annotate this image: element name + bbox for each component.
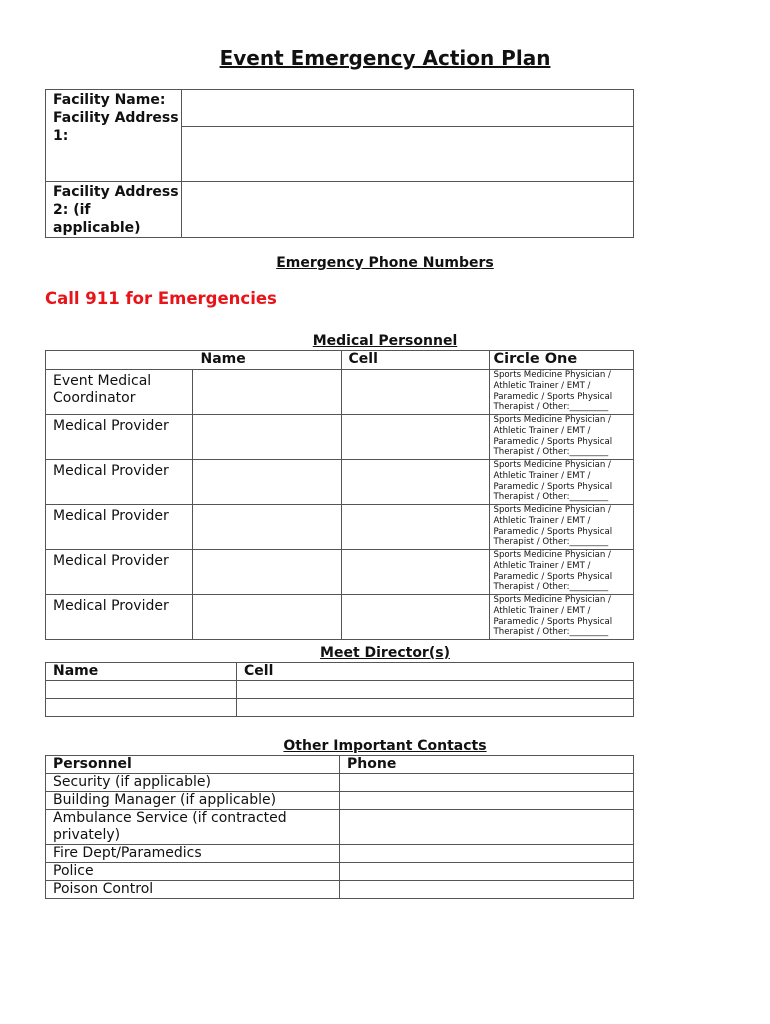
- medical-cell-field[interactable]: [341, 415, 489, 460]
- medical-row: [46, 415, 634, 460]
- meet-row: [46, 699, 634, 717]
- medical-circle-options[interactable]: Sports Medicine Physician / Athletic Trainer / EMT / Paramedic / Sports Physical Therapist / Other:_________: [489, 415, 634, 460]
- medical-col-name: Name: [193, 351, 342, 370]
- facility-name-value[interactable]: [182, 90, 634, 182]
- meet-col-name: Name: [46, 663, 237, 681]
- medical-personnel-heading: Medical Personnel: [312, 333, 458, 349]
- contacts-row: [46, 792, 634, 810]
- other-contacts-heading: Other Important Contacts: [283, 738, 487, 754]
- contacts-phone-field[interactable]: [340, 845, 634, 863]
- meet-cell-field[interactable]: [237, 699, 634, 717]
- contacts-row: [46, 881, 634, 899]
- contacts-personnel: Fire Dept/Paramedics: [46, 845, 340, 863]
- medical-cell-field[interactable]: [341, 550, 489, 595]
- medical-cell-field[interactable]: [341, 505, 489, 550]
- medical-cell-field[interactable]: [341, 370, 489, 415]
- call-911-notice: Call 911 for Emergencies: [45, 289, 277, 308]
- emergency-phone-heading: Emergency Phone Numbers: [276, 255, 494, 271]
- medical-row: [46, 595, 634, 640]
- medical-circle-options[interactable]: Sports Medicine Physician / Athletic Trainer / EMT / Paramedic / Sports Physical Therapist / Other:_________: [489, 370, 634, 415]
- medical-personnel-table: [45, 350, 634, 640]
- meet-row: [46, 681, 634, 699]
- medical-role: Event Medical Coordinator: [46, 370, 193, 415]
- medical-col-circle: Circle One: [489, 351, 634, 370]
- other-contacts-table: [45, 755, 634, 899]
- contacts-row: [46, 774, 634, 792]
- contacts-phone-field[interactable]: [340, 792, 634, 810]
- medical-name-field[interactable]: [193, 415, 342, 460]
- medical-row: [46, 505, 634, 550]
- medical-name-field[interactable]: [193, 460, 342, 505]
- facility-name-label: [46, 90, 182, 182]
- medical-role: Medical Provider: [46, 460, 193, 505]
- meet-cell-field[interactable]: [237, 681, 634, 699]
- medical-role: Medical Provider: [46, 505, 193, 550]
- medical-circle-options[interactable]: Sports Medicine Physician / Athletic Trainer / EMT / Paramedic / Sports Physical Therapist / Other:_________: [489, 550, 634, 595]
- contacts-phone-field[interactable]: [340, 774, 634, 792]
- medical-row: [46, 550, 634, 595]
- meet-name-field[interactable]: [46, 681, 237, 699]
- contacts-col-personnel: Personnel: [46, 756, 340, 774]
- contacts-row: [46, 810, 634, 845]
- contacts-phone-field[interactable]: [340, 810, 634, 845]
- medical-col-cell: Cell: [341, 351, 489, 370]
- facility-address1-label-text: Facility Address 1:: [53, 110, 179, 144]
- medical-circle-options[interactable]: Sports Medicine Physician / Athletic Trainer / EMT / Paramedic / Sports Physical Therapist / Other:_________: [489, 505, 634, 550]
- medical-role: Medical Provider: [46, 595, 193, 640]
- facility-address2-field[interactable]: [182, 182, 634, 238]
- medical-role: Medical Provider: [46, 415, 193, 460]
- medical-name-field[interactable]: [193, 370, 342, 415]
- medical-header-blank: [46, 351, 193, 370]
- medical-name-field[interactable]: [193, 550, 342, 595]
- contacts-personnel: Building Manager (if applicable): [46, 792, 340, 810]
- facility-name-label-text: Facility Name:: [53, 92, 166, 108]
- contacts-col-phone: Phone: [340, 756, 634, 774]
- contacts-phone-field[interactable]: [340, 881, 634, 899]
- facility-name-field[interactable]: [182, 90, 633, 127]
- facility-table: [45, 89, 634, 238]
- facility-address1-field[interactable]: [182, 127, 633, 181]
- medical-cell-field[interactable]: [341, 595, 489, 640]
- medical-name-field[interactable]: [193, 505, 342, 550]
- meet-directors-table: [45, 662, 634, 717]
- medical-circle-options[interactable]: Sports Medicine Physician / Athletic Trainer / EMT / Paramedic / Sports Physical Therapist / Other:_________: [489, 595, 634, 640]
- meet-directors-heading: Meet Director(s): [320, 645, 450, 661]
- medical-name-field[interactable]: [193, 595, 342, 640]
- page-title: Event Emergency Action Plan: [219, 46, 551, 70]
- medical-cell-field[interactable]: [341, 460, 489, 505]
- medical-role: Medical Provider: [46, 550, 193, 595]
- medical-row: [46, 460, 634, 505]
- contacts-personnel: Poison Control: [46, 881, 340, 899]
- medical-row: [46, 370, 634, 415]
- contacts-personnel: Security (if applicable): [46, 774, 340, 792]
- meet-name-field[interactable]: [46, 699, 237, 717]
- facility-address2-label: Facility Address 2: (if applicable): [46, 182, 182, 238]
- contacts-phone-field[interactable]: [340, 863, 634, 881]
- contacts-personnel: Ambulance Service (if contracted privately): [46, 810, 340, 845]
- contacts-personnel: Police: [46, 863, 340, 881]
- meet-col-cell: Cell: [237, 663, 634, 681]
- contacts-row: [46, 863, 634, 881]
- medical-circle-options[interactable]: Sports Medicine Physician / Athletic Trainer / EMT / Paramedic / Sports Physical Therapist / Other:_________: [489, 460, 634, 505]
- contacts-row: [46, 845, 634, 863]
